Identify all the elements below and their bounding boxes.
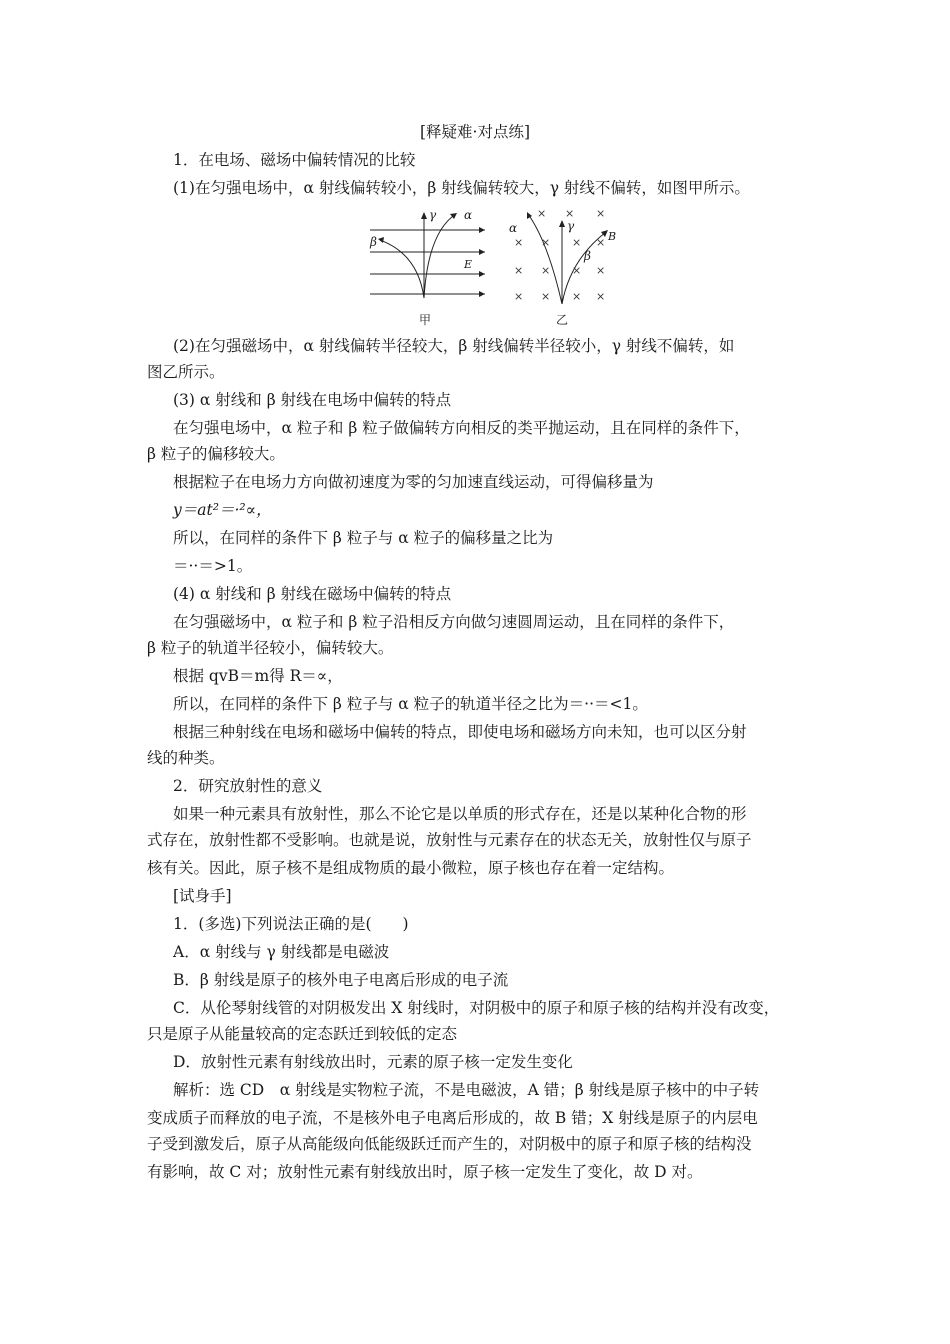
figure-magnetic-field [509,207,616,327]
figure-electric-field [369,208,485,327]
option-b: B．β 射线是原子的核外电子电离后形成的电子流 [173,971,509,989]
label-alpha-b: α [509,221,518,235]
deflection-figure [360,202,640,328]
cross-mark: × [596,207,606,220]
paragraph-significance-2: 式存在，放射性都不受影响。也就是说，放射性与元素存在的状态无关，放射性仅与原子 [147,831,752,849]
heading-electric-deflection: (3) α 射线和 β 射线在电场中偏转的特点 [173,391,452,409]
cross-mark: × [541,264,551,277]
paragraph-electric-deflection: 在匀强电场中，α 粒子和 β 粒子做偏转方向相反的类平抛运动，且在同样的条件下， [173,419,750,437]
heading-magnetic-deflection: (4) α 射线和 β 射线在磁场中偏转的特点 [173,585,452,603]
option-c: C．从伦琴射线管的对阴极发出 X 射线时，对阴极中的原子和原子核的结构并没有改变， [173,999,780,1017]
heading-deflection-comparison: 1．在电场、磁场中偏转情况的比较 [173,151,416,169]
answer-explanation-4: 有影响，故 C 对；放射性元素有射线放出时，原子核一定发生了变化，故 D 对。 [147,1163,703,1181]
paragraph-magnetic-deflection: 在匀强磁场中，α 粒子和 β 粒子沿相反方向做匀速圆周运动，且在同样的条件下， [173,613,735,631]
cross-mark: × [572,290,582,303]
paragraph-conclusion-cont: 线的种类。 [147,749,225,767]
paragraph-electric-field: (1)在匀强电场中，α 射线偏转较小，β 射线偏转较大，γ 射线不偏转，如图甲所示。 [173,179,750,197]
label-field-b: B [608,230,617,243]
cross-mark: × [541,290,551,303]
paragraph-displacement-ratio: 所以，在同样的条件下 β 粒子与 α 粒子的偏移量之比为 [173,529,554,547]
paragraph-radius-ratio: 所以，在同样的条件下 β 粒子与 α 粒子的轨道半径之比为＝··＝<1。 [173,695,648,713]
cross-mark: × [514,236,524,249]
question-1: 1．(多选)下列说法正确的是( ) [173,915,409,933]
option-a: A．α 射线与 γ 射线都是电磁波 [173,943,390,961]
label-gamma-b: γ [567,219,575,233]
answer-explanation-2: 变成质子而释放的电子流，不是核外电子电离后形成的，故 B 错；X 射线是原子的内层电 [147,1109,758,1127]
cross-mark: × [565,207,575,220]
cross-mark: × [596,290,606,303]
paragraph-significance-1: 如果一种元素具有放射性，那么不论它是以单质的形式存在，还是以某种化合物的形 [173,805,747,823]
cross-mark: × [572,236,582,249]
caption-yi: 乙 [556,313,569,327]
option-c-cont: 只是原子从能量较高的定态跃迁到较低的定态 [147,1025,458,1043]
cross-mark: × [596,236,606,249]
cross-mark: × [541,236,551,249]
paragraph-magnetic-field-cont: 图乙所示。 [147,363,225,381]
cross-mark: × [596,264,606,277]
answer-explanation-3: 子受到激发后，原子从高能级向低能级跃迁而产生的，对阴极中的原子和原子核的结构没 [147,1135,752,1153]
heading-significance: 2．研究放射性的意义 [173,777,323,795]
option-d: D．放射性元素有射线放出时，元素的原子核一定发生变化 [173,1053,573,1071]
paragraph-displacement-intro: 根据粒子在电场力方向做初速度为零的匀加速直线运动，可得偏移量为 [173,473,654,491]
paragraph-significance-3: 核有关。因此，原子核不是组成物质的最小微粒，原子核也存在着一定结构。 [147,859,675,877]
cross-mark: × [514,264,524,277]
cross-mark: × [537,207,547,220]
heading-try: [试身手] [173,887,232,905]
label-beta-e: β [370,235,377,249]
paragraph-magnetic-deflection-cont: β 粒子的轨道半径较小，偏转较大。 [147,639,394,657]
formula-radius: 根据 qvB＝m得 R＝∝， [173,667,343,685]
paragraph-magnetic-field: (2)在匀强磁场中，α 射线偏转半径较大，β 射线偏转半径较小，γ 射线不偏转，如 [173,337,735,355]
label-alpha-e: α [464,208,473,222]
paragraph-conclusion: 根据三种射线在电场和磁场中偏转的特点，即使电场和磁场方向未知，也可以区分射 [173,723,747,741]
label-field-e: E [464,258,473,271]
cross-mark: × [572,264,582,277]
label-beta-b: β [584,249,591,263]
label-gamma-e: γ [429,208,437,222]
formula-displacement: y＝at²＝·²∝， [173,501,272,519]
cross-mark: × [514,290,524,303]
section-title: [释疑难·对点练] [419,123,531,141]
answer-explanation-1: 解析：选 CD α 射线是实物粒子流，不是电磁波，A 错；β 射线是原子核中的中子转 [173,1081,760,1099]
paragraph-electric-deflection-cont: β 粒子的偏移较大。 [147,445,285,463]
caption-jia: 甲 [419,313,432,327]
formula-displacement-ratio: ＝··＝>1。 [173,557,253,575]
